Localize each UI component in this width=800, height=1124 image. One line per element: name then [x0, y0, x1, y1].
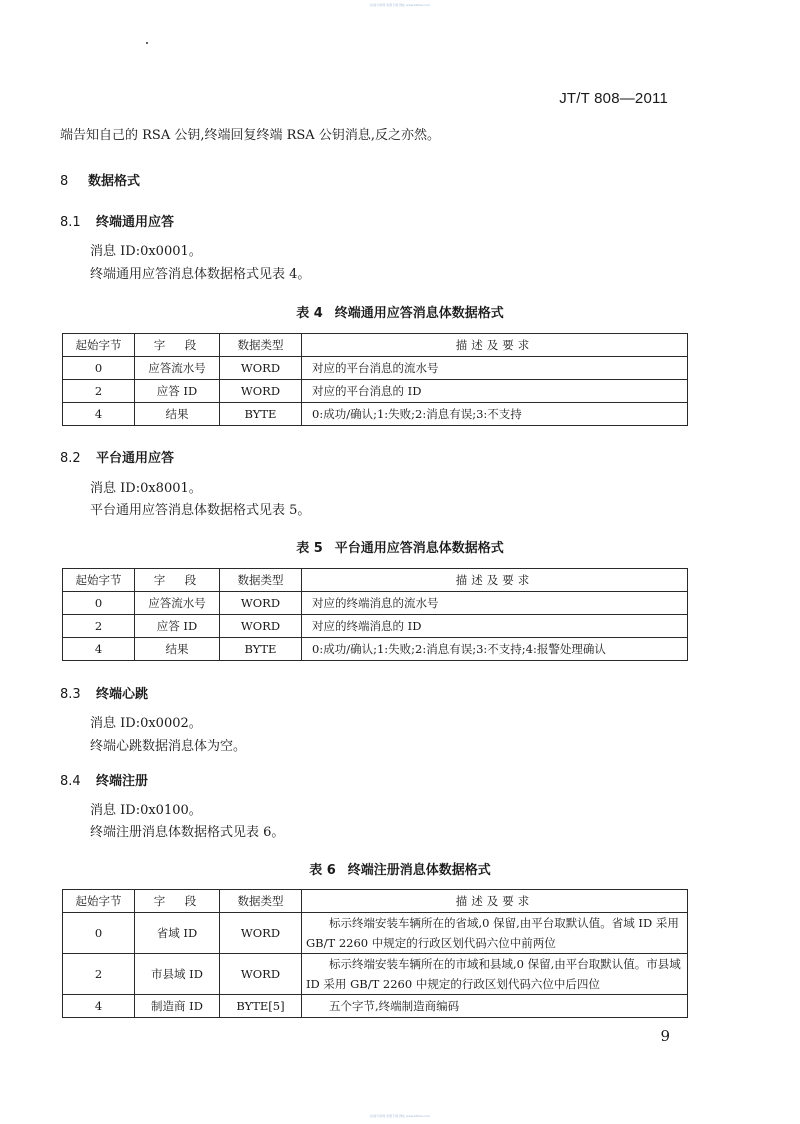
- table-title: 终端通用应答消息体数据格式: [334, 306, 504, 321]
- table-caption-4: [0, 302, 800, 321]
- cell-field: 省域 ID: [135, 913, 220, 954]
- table-row: [63, 954, 688, 995]
- table-title: 终端注册消息体数据格式: [347, 863, 491, 878]
- header-field: 字 段: [135, 890, 220, 913]
- section-title: 数据格式: [88, 174, 141, 189]
- header-offset: 起始字节: [63, 569, 135, 592]
- section-number: 8.1: [60, 215, 81, 230]
- cell-offset: 4: [63, 638, 135, 661]
- table-header-row: [63, 569, 688, 592]
- section-title: 平台通用应答: [96, 451, 175, 466]
- section-number: 8.2: [60, 451, 81, 466]
- table-number: 表 6: [309, 863, 336, 878]
- cell-offset: 0: [63, 913, 135, 954]
- section-title: 终端通用应答: [96, 215, 175, 230]
- table-row: [63, 638, 688, 661]
- cell-offset: 2: [63, 615, 135, 638]
- standard-code: JT/T 808—2011: [559, 90, 668, 107]
- cell-field: 结果: [135, 403, 220, 426]
- table-row: [63, 913, 688, 954]
- table-row: [63, 615, 688, 638]
- cell-type: WORD: [220, 954, 302, 995]
- table-5: [62, 568, 688, 661]
- table-reference-text: 终端注册消息体数据格式见表 6。: [90, 825, 285, 840]
- table-header-row: [63, 334, 688, 357]
- section-heading-8: [60, 170, 140, 189]
- scan-speck: [146, 42, 148, 44]
- cell-field: 应答流水号: [135, 592, 220, 615]
- section-title: 终端心跳: [96, 687, 149, 702]
- header-desc: 描述及要求: [302, 334, 688, 357]
- message-id-text: 消息 ID:0x8001。: [90, 481, 202, 496]
- section-number: 8: [60, 174, 69, 189]
- table-row: [63, 403, 688, 426]
- section-heading-8-1: [60, 211, 174, 230]
- section-heading-8-2: [60, 447, 174, 466]
- cell-offset: 0: [63, 592, 135, 615]
- table-reference-text: 平台通用应答消息体数据格式见表 5。: [90, 503, 311, 518]
- header-type: 数据类型: [220, 890, 302, 913]
- cell-field: 应答流水号: [135, 357, 220, 380]
- table-row: [63, 995, 688, 1018]
- intro-paragraph: 端告知自己的 RSA 公钥,终端回复终端 RSA 公钥消息,反之亦然。: [60, 128, 440, 143]
- watermark-top: 标准分享网 免费下载 网址 www.bzfxw.com: [370, 3, 430, 7]
- cell-field: 应答 ID: [135, 380, 220, 403]
- page-number: 9: [660, 1027, 670, 1045]
- cell-desc: 标示终端安装车辆所在的市域和县域,0 保留,由平台取默认值。市县域 ID 采用 GB/T 2260 中规定的行政区划代码六位中后四位: [302, 954, 688, 995]
- table-number: 表 5: [296, 541, 323, 556]
- cell-desc: 对应的平台消息的 ID: [302, 380, 688, 403]
- section-heading-8-4: [60, 770, 148, 789]
- cell-desc: 标示终端安装车辆所在的省域,0 保留,由平台取默认值。省域 ID 采用 GB/T 2260 中规定的行政区划代码六位中前两位: [302, 913, 688, 954]
- header-type: 数据类型: [220, 334, 302, 357]
- table-6: [62, 889, 688, 1018]
- cell-field: 应答 ID: [135, 615, 220, 638]
- table-row: [63, 592, 688, 615]
- header-offset: 起始字节: [63, 890, 135, 913]
- cell-desc: 对应的终端消息的流水号: [302, 592, 688, 615]
- cell-type: BYTE: [220, 403, 302, 426]
- cell-offset: 4: [63, 995, 135, 1018]
- table-row: [63, 380, 688, 403]
- table-title: 平台通用应答消息体数据格式: [334, 541, 504, 556]
- section-heading-8-3: [60, 683, 148, 702]
- cell-desc: 对应的终端消息的 ID: [302, 615, 688, 638]
- section-number: 8.3: [60, 687, 81, 702]
- cell-desc: 0:成功/确认;1:失败;2:消息有误;3:不支持;4:报警处理确认: [302, 638, 688, 661]
- table-reference-text: 终端通用应答消息体数据格式见表 4。: [90, 267, 311, 282]
- cell-type: WORD: [220, 913, 302, 954]
- cell-offset: 2: [63, 380, 135, 403]
- header-desc: 描述及要求: [302, 890, 688, 913]
- header-desc: 描述及要求: [302, 569, 688, 592]
- header-offset: 起始字节: [63, 334, 135, 357]
- cell-offset: 4: [63, 403, 135, 426]
- cell-type: BYTE: [220, 638, 302, 661]
- cell-type: WORD: [220, 592, 302, 615]
- header-field: 字 段: [135, 569, 220, 592]
- cell-type: WORD: [220, 357, 302, 380]
- cell-desc: 五个字节,终端制造商编码: [302, 995, 688, 1018]
- table-header-row: [63, 890, 688, 913]
- table-number: 表 4: [296, 306, 323, 321]
- header-field: 字 段: [135, 334, 220, 357]
- cell-field: 制造商 ID: [135, 995, 220, 1018]
- cell-type: BYTE[5]: [220, 995, 302, 1018]
- table-caption-6: [0, 859, 800, 878]
- message-id-text: 消息 ID:0x0002。: [90, 716, 202, 731]
- cell-desc: 0:成功/确认;1:失败;2:消息有误;3:不支持: [302, 403, 688, 426]
- message-id-text: 消息 ID:0x0001。: [90, 244, 202, 259]
- section-number: 8.4: [60, 774, 81, 789]
- note-text: 终端心跳数据消息体为空。: [90, 739, 247, 754]
- header-type: 数据类型: [220, 569, 302, 592]
- message-id-text: 消息 ID:0x0100。: [90, 803, 202, 818]
- cell-type: WORD: [220, 380, 302, 403]
- cell-field: 结果: [135, 638, 220, 661]
- cell-field: 市县域 ID: [135, 954, 220, 995]
- table-row: [63, 357, 688, 380]
- cell-desc: 对应的平台消息的流水号: [302, 357, 688, 380]
- cell-offset: 2: [63, 954, 135, 995]
- table-4: [62, 333, 688, 426]
- section-title: 终端注册: [96, 774, 149, 789]
- watermark-bottom: 标准分享网 免费下载 网址 www.bzfxw.com: [370, 1114, 430, 1118]
- cell-type: WORD: [220, 615, 302, 638]
- cell-offset: 0: [63, 357, 135, 380]
- table-caption-5: [0, 537, 800, 556]
